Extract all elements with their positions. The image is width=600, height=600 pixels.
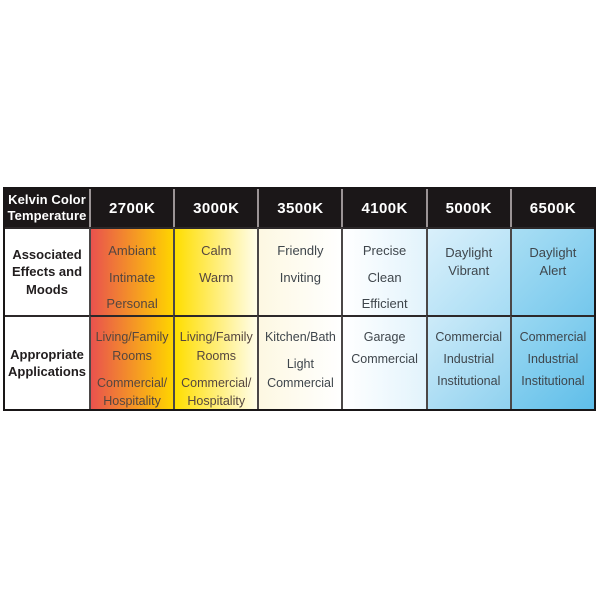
applications-cell-6500k: [510, 315, 594, 409]
corner-label-line1: Kelvin Color: [8, 191, 86, 207]
header-5000k: [426, 189, 510, 227]
header-kelvin-color-temperature: [5, 189, 89, 227]
moods-cell-2700k: [89, 227, 173, 315]
applications-cell-3000k: [173, 315, 257, 409]
mood-line: Calm: [201, 243, 232, 258]
app-line: Living/Family: [95, 330, 169, 344]
row-label-line: Appropriate: [10, 346, 84, 362]
row-label-moods: [5, 227, 89, 315]
kelvin-color-temperature-table: [3, 187, 596, 411]
app-line: Commercial: [351, 351, 418, 366]
mood-line: Efficient: [361, 296, 408, 312]
row-label-line: Moods: [26, 281, 68, 297]
mood-line: Inviting: [279, 269, 321, 285]
kelvin-value: 6500K: [529, 199, 576, 217]
mood-line: Vibrant: [448, 262, 490, 278]
app-line: Hospitality: [187, 394, 246, 409]
app-line: Rooms: [112, 348, 152, 363]
app-line: Garage: [363, 330, 406, 344]
mood-line: Precise: [362, 243, 407, 258]
mood-line: Personal: [106, 296, 158, 312]
applications-cell-2700k: [89, 315, 173, 409]
moods-cell-4100k: [341, 227, 425, 315]
mood-line: Intimate: [108, 269, 156, 285]
app-line: Light: [286, 356, 314, 371]
app-line: Rooms: [196, 348, 237, 363]
app-line: Industrial: [527, 351, 579, 366]
moods-cell-3000k: [173, 227, 257, 315]
mood-line: Clean: [367, 269, 402, 285]
moods-cell-3500k: [257, 227, 341, 315]
app-line: Commercial: [435, 330, 503, 344]
app-line: Living/Family: [179, 330, 253, 344]
applications-cell-4100k: [341, 315, 425, 409]
kelvin-value: 3500K: [277, 199, 324, 217]
kelvin-value: 5000K: [445, 199, 492, 217]
header-3000k: [173, 189, 257, 227]
row-label-line: Effects and: [11, 264, 83, 280]
moods-cell-5000k: [426, 227, 510, 315]
header-4100k: [341, 189, 425, 227]
applications-cell-5000k: [426, 315, 510, 409]
applications-cell-3500k: [257, 315, 341, 409]
app-line: Commercial/: [97, 375, 168, 390]
kelvin-value: 2700K: [108, 199, 156, 217]
row-label-line: Associated: [12, 247, 82, 263]
app-line: Institutional: [521, 373, 585, 388]
moods-cell-6500k: [510, 227, 594, 315]
kelvin-value: 3000K: [193, 199, 240, 217]
mood-line: Daylight: [445, 245, 493, 260]
mood-line: Ambiant: [108, 243, 156, 258]
mood-line: Alert: [539, 262, 567, 278]
mood-line: Friendly: [277, 243, 324, 258]
mood-line: Daylight: [529, 245, 577, 260]
kelvin-value: 4100K: [361, 199, 408, 217]
header-2700k: [89, 189, 173, 227]
corner-label-line2: Temperature: [7, 208, 87, 223]
mood-line: Warm: [199, 269, 234, 285]
app-line: Kitchen/Bath: [264, 330, 336, 344]
app-line: Commercial: [267, 375, 334, 390]
app-line: Institutional: [437, 373, 501, 388]
row-label-applications: [5, 315, 89, 409]
header-6500k: [510, 189, 594, 227]
app-line: Commercial/: [181, 375, 252, 390]
row-label-line: Applications: [7, 364, 86, 379]
app-line: Industrial: [443, 351, 495, 366]
app-line: Hospitality: [103, 394, 161, 409]
header-3500k: [257, 189, 341, 227]
app-line: Commercial: [519, 330, 587, 344]
